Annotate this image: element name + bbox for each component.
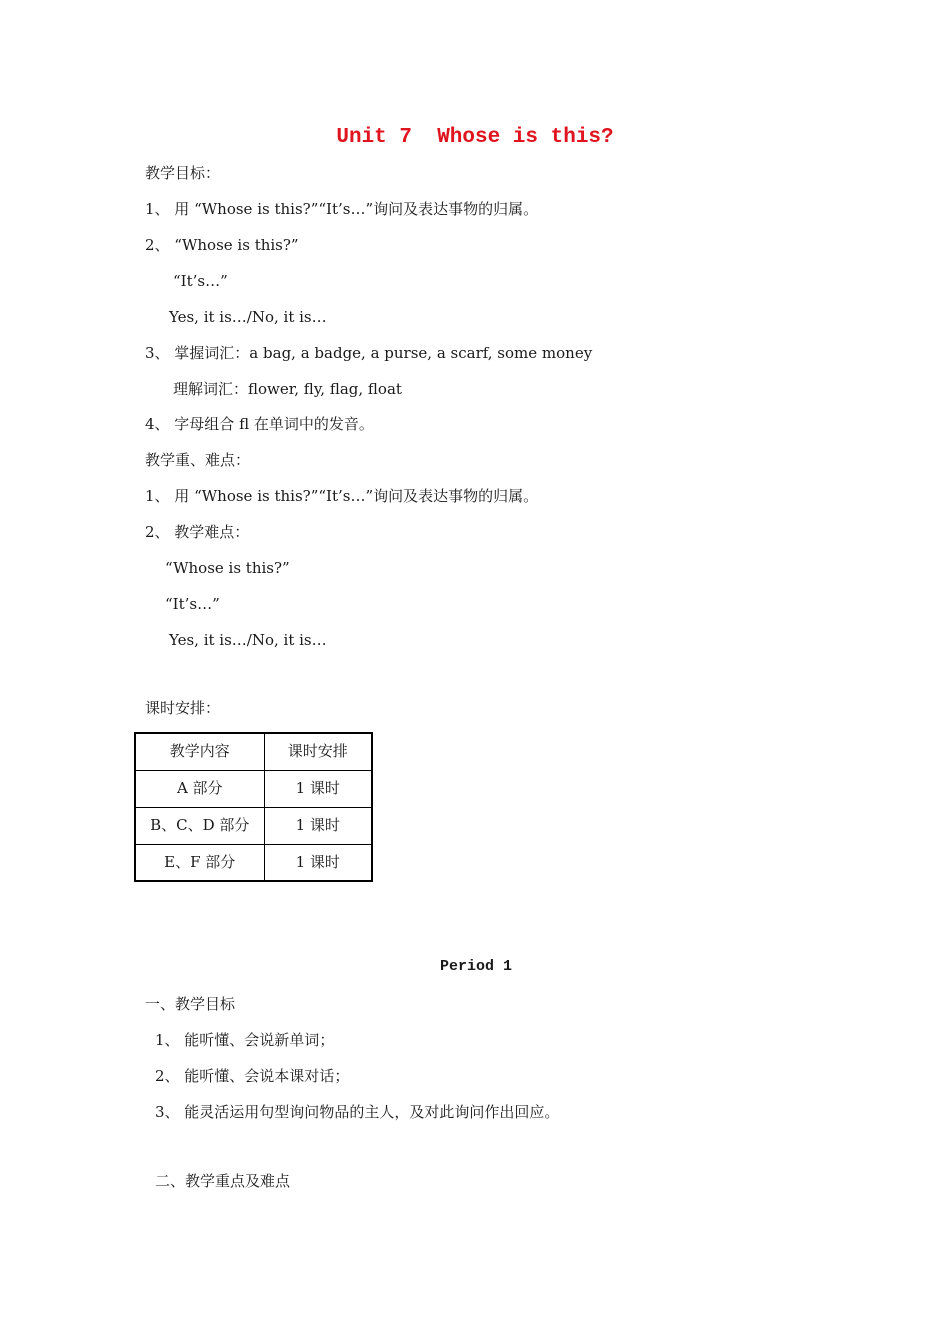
key-point-item: 2、 教学难点： (145, 523, 250, 541)
objectives-heading: 教学目标： (145, 164, 221, 182)
table-row (135, 770, 372, 807)
key-point-item: “It’s…” (165, 595, 220, 613)
period-goal-item: 3、 能灵活运用句型询问物品的主人，及对此询问作出回应。 (155, 1103, 560, 1121)
table-header-row (135, 733, 372, 770)
table-row (135, 844, 372, 881)
key-point-item: “Whose is this?” (165, 559, 290, 577)
objective-item: 理解词汇：flower, fly, flag, float (173, 380, 402, 398)
objective-item: Yes, it is…/No, it is… (169, 308, 327, 326)
table-cell: A 部分 (135, 770, 264, 807)
key-point-item: 1、 用 “Whose is this?”“It’s…”询问及表达事物的归属。 (145, 487, 539, 505)
table-cell: E、F 部分 (135, 844, 264, 881)
objective-item: 3、 掌握词汇：a bag, a badge, a purse, a scarf, some money (145, 344, 593, 362)
schedule-table (134, 732, 373, 882)
table-cell: 1 课时 (264, 844, 372, 881)
document-title: Unit 7 Whose is this? (336, 126, 614, 149)
table-cell: 1 课时 (264, 807, 372, 844)
key-point-item: Yes, it is…/No, it is… (169, 631, 327, 649)
period-goal-item: 2、 能听懂、会说本课对话； (155, 1067, 350, 1085)
schedule-heading: 课时安排： (145, 699, 221, 717)
table-header-cell: 教学内容 (135, 733, 264, 770)
key-points-heading: 教学重、难点： (145, 451, 251, 469)
objective-item: “It’s…” (173, 272, 228, 290)
objective-item: 1、 用 “Whose is this?”“It’s…”询问及表达事物的归属。 (145, 200, 539, 218)
period-section-heading: 一、教学目标 (145, 995, 236, 1013)
table-row (135, 807, 372, 844)
table-cell: 1 课时 (264, 770, 372, 807)
table-cell: B、C、D 部分 (135, 807, 264, 844)
objective-item: 2、 “Whose is this?” (145, 236, 299, 254)
table-header-cell: 课时安排 (264, 733, 372, 770)
period-section-heading: 二、教学重点及难点 (155, 1172, 291, 1190)
period-title: Period 1 (440, 958, 513, 975)
objective-item: 4、 字母组合 fl 在单词中的发音。 (145, 415, 374, 433)
period-goal-item: 1、 能听懂、会说新单词； (155, 1031, 335, 1049)
